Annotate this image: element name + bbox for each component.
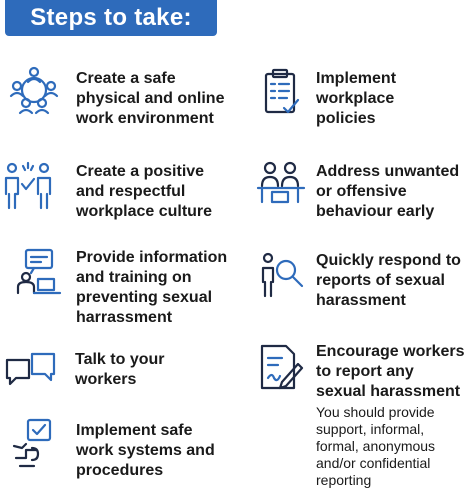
people-handshake-icon xyxy=(2,160,54,212)
document-pen-icon xyxy=(258,342,310,394)
step-text: Implement workplace policies xyxy=(316,70,397,127)
step-text: Encourage workers to report any sexual harassment xyxy=(316,343,465,400)
step-quick-respond xyxy=(240,246,474,316)
step-subtext: You should provide support, informal, formal, anonymous and/or confidential reporting xyxy=(316,404,436,488)
step-text: Provide information and training on preventing sexual harrassment xyxy=(76,249,228,326)
people-circle-icon xyxy=(8,64,60,116)
step-text: Address unwanted or offensive behaviour early xyxy=(316,163,460,220)
step-information-training xyxy=(0,246,240,336)
step-encourage-reporting xyxy=(240,340,474,488)
step-positive-culture xyxy=(0,158,240,228)
step-address-behaviour xyxy=(240,158,474,228)
chat-bubbles-icon xyxy=(4,350,56,402)
step-safe-systems xyxy=(0,418,240,484)
step-talk-workers xyxy=(0,348,240,398)
steps-title: Steps to take: xyxy=(30,4,192,31)
person-magnifier-icon xyxy=(260,250,312,302)
clipboard-checklist-icon xyxy=(258,68,310,120)
step-workplace-policies xyxy=(240,64,474,134)
step-text: Create a safe physical and online work environment xyxy=(76,70,225,127)
step-text: Quickly respond to reports of sexual harassment xyxy=(316,252,461,309)
steps-header xyxy=(5,0,217,36)
step-text: Create a positive and respectful workplace culture xyxy=(76,163,213,220)
step-text: Implement safe work systems and procedures xyxy=(76,422,215,479)
checkbox-pointer-icon xyxy=(10,418,62,470)
step-safe-environment xyxy=(0,64,240,134)
step-text: Talk to your workers xyxy=(75,351,165,388)
presentation-laptop-icon xyxy=(14,248,66,300)
meeting-desk-icon xyxy=(256,160,308,212)
